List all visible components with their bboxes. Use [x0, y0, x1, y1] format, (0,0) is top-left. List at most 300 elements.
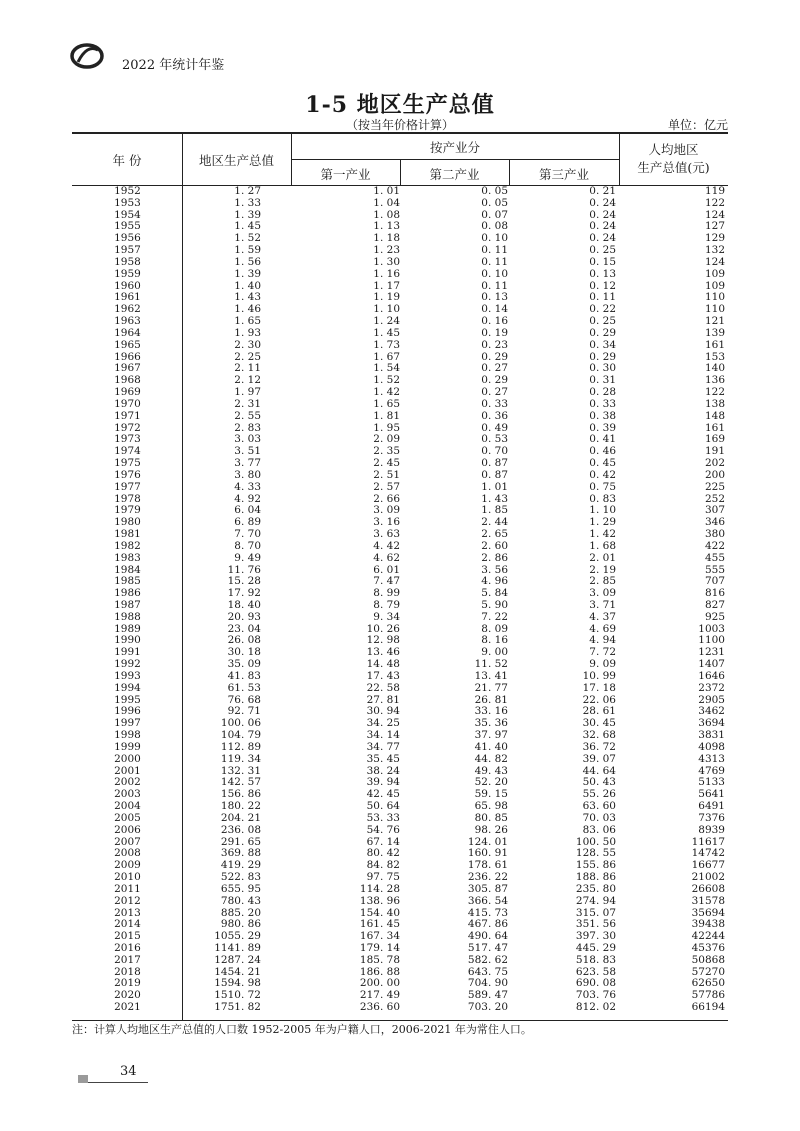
- table-cell: 169: [704, 433, 725, 446]
- table-row: [72, 328, 728, 340]
- table-cell: 1. 19: [373, 291, 400, 304]
- table-cell: 0. 11: [481, 255, 508, 268]
- table-cell: 41. 83: [227, 669, 261, 682]
- table-cell: 49. 43: [474, 764, 508, 777]
- table-cell: 124. 01: [467, 835, 508, 848]
- table-row: [72, 576, 728, 588]
- table-cell: 827: [704, 598, 725, 611]
- table-cell: 1. 65: [234, 315, 261, 328]
- table-cell: 2008: [114, 847, 141, 860]
- table-cell: 2905: [698, 693, 725, 706]
- table-cell: 30. 94: [366, 705, 400, 718]
- table-row: [72, 706, 728, 718]
- table-cell: 22. 58: [366, 681, 400, 694]
- table-cell: 1. 52: [234, 232, 261, 245]
- table-row: [72, 801, 728, 813]
- table-cell: 36. 72: [582, 740, 616, 753]
- table-cell: 57786: [691, 989, 725, 1002]
- table-cell: 1. 08: [373, 208, 400, 221]
- table-cell: 1959: [114, 267, 141, 280]
- table-row: [72, 221, 728, 233]
- table-cell: 2004: [114, 800, 141, 813]
- table-row: [72, 517, 728, 529]
- table-cell: 0. 49: [481, 421, 508, 434]
- table-cell: 9. 49: [234, 551, 261, 564]
- table-cell: 0. 07: [481, 208, 508, 221]
- table-cell: 0. 05: [481, 185, 508, 197]
- table-cell: 380: [704, 528, 725, 541]
- table-cell: 34. 14: [366, 729, 400, 742]
- table-cell: 200. 00: [359, 977, 400, 990]
- table-cell: 0. 19: [481, 326, 508, 339]
- table-cell: 1. 68: [589, 539, 616, 552]
- table-cell: 28. 61: [582, 705, 616, 718]
- col-header-primary: 第一产业: [320, 167, 371, 182]
- table-row: [72, 553, 728, 565]
- table-cell: 1995: [114, 693, 141, 706]
- table-cell: 1973: [114, 433, 141, 446]
- table-cell: 5. 90: [481, 598, 508, 611]
- table-cell: 274. 94: [575, 894, 616, 907]
- table-cell: 2. 19: [589, 563, 616, 576]
- table-cell: 4. 33: [234, 480, 261, 493]
- table-row: [72, 848, 728, 860]
- table-cell: 1969: [114, 386, 141, 399]
- table-cell: 17. 43: [366, 669, 400, 682]
- table-cell: 703. 76: [575, 989, 616, 1002]
- table-cell: 0. 29: [481, 374, 508, 387]
- table-cell: 121: [704, 315, 725, 328]
- table-cell: 1990: [114, 634, 141, 647]
- table-cell: 13. 41: [474, 669, 508, 682]
- table-row: [72, 683, 728, 695]
- table-cell: 8. 09: [481, 622, 508, 635]
- table-row: [72, 742, 728, 754]
- table-cell: 50868: [691, 953, 725, 966]
- table-cell: 1986: [114, 587, 141, 600]
- table-row: [72, 990, 728, 1002]
- table-cell: 6491: [698, 800, 725, 813]
- table-cell: 5133: [698, 776, 725, 789]
- table-cell: 50. 64: [366, 800, 400, 813]
- table-cell: 1141. 89: [214, 942, 261, 954]
- table-cell: 1974: [114, 445, 141, 458]
- table-row: [72, 659, 728, 671]
- table-cell: 3. 63: [373, 528, 400, 541]
- table-cell: 4. 69: [589, 622, 616, 635]
- table-cell: 2010: [114, 871, 141, 884]
- table-cell: 35. 09: [227, 658, 261, 671]
- table-cell: 1987: [114, 598, 141, 611]
- table-cell: 1. 30: [373, 255, 400, 268]
- col-header-by-industry: 按产业分: [429, 140, 480, 155]
- table-cell: 8. 70: [234, 539, 261, 552]
- table-cell: 2. 55: [234, 409, 261, 422]
- table-cell: 1287. 24: [214, 953, 261, 966]
- table-row: [72, 825, 728, 837]
- table-cell: 643. 75: [467, 965, 508, 978]
- table-cell: 0. 46: [589, 445, 616, 458]
- page-marker: [78, 1075, 88, 1083]
- table-cell: 0. 41: [589, 433, 616, 446]
- table-cell: 707: [704, 575, 725, 588]
- table-cell: 110: [704, 303, 725, 316]
- table-cell: 39. 94: [366, 776, 400, 789]
- table-cell: 1. 85: [481, 504, 508, 517]
- table-cell: 1996: [114, 705, 141, 718]
- table-cell: 6. 04: [234, 504, 261, 517]
- table-row: [72, 1002, 728, 1014]
- table-cell: 2017: [114, 953, 141, 966]
- table-cell: 119. 34: [220, 752, 261, 765]
- table-cell: 138. 96: [359, 894, 400, 907]
- table-cell: 582. 62: [467, 953, 508, 966]
- table-cell: 80. 42: [366, 847, 400, 860]
- table-cell: 140: [704, 362, 725, 375]
- table-cell: 1964: [114, 326, 141, 339]
- table-row: [72, 718, 728, 730]
- table-cell: 21. 77: [474, 681, 508, 694]
- table-cell: 1980: [114, 516, 141, 529]
- table-cell: 1. 52: [373, 374, 400, 387]
- table-cell: 98. 26: [474, 823, 508, 836]
- table-cell: 13. 46: [366, 646, 400, 659]
- table-cell: 1. 43: [481, 492, 508, 505]
- table-cell: 92. 71: [227, 705, 261, 718]
- table-cell: 0. 16: [481, 315, 508, 328]
- table-cell: 980. 86: [220, 918, 261, 931]
- table-cell: 1961: [114, 291, 141, 304]
- table-cell: 1. 42: [373, 386, 400, 399]
- table-cell: 100. 06: [220, 717, 261, 730]
- table-cell: 1. 10: [373, 303, 400, 316]
- table-cell: 3831: [698, 729, 725, 742]
- table-cell: 1999: [114, 740, 141, 753]
- table-cell: 0. 15: [589, 255, 616, 268]
- table-cell: 0. 38: [589, 409, 616, 422]
- table-cell: 4. 37: [589, 610, 616, 623]
- table-cell: 0. 29: [589, 350, 616, 363]
- table-row: [72, 624, 728, 636]
- table-cell: 34. 25: [366, 717, 400, 730]
- table-cell: 467. 86: [467, 918, 508, 931]
- page-number: 34: [120, 1064, 137, 1079]
- table-cell: 623. 58: [575, 965, 616, 978]
- table-cell: 63. 60: [582, 800, 616, 813]
- table-row: [72, 269, 728, 281]
- table-cell: 31578: [691, 894, 725, 907]
- table-cell: 185. 78: [359, 953, 400, 966]
- table-cell: 1. 18: [373, 232, 400, 245]
- table-row: [72, 257, 728, 269]
- table-cell: 3. 03: [234, 433, 261, 446]
- table-cell: 3. 56: [481, 563, 508, 576]
- table-cell: 2013: [114, 906, 141, 919]
- table-cell: 1997: [114, 717, 141, 730]
- table-cell: 1. 10: [589, 504, 616, 517]
- table-cell: 0. 30: [589, 362, 616, 375]
- table-cell: 1978: [114, 492, 141, 505]
- table-cell: 2. 30: [234, 338, 261, 351]
- table-cell: 2020: [114, 989, 141, 1002]
- table-row: [72, 730, 728, 742]
- table-cell: 3. 71: [589, 598, 616, 611]
- table-cell: 0. 29: [589, 326, 616, 339]
- table-cell: 34. 77: [366, 740, 400, 753]
- table-cell: 76. 68: [227, 693, 261, 706]
- table-cell: 1988: [114, 610, 141, 623]
- table-cell: 1. 04: [373, 196, 400, 209]
- table-cell: 1. 33: [234, 196, 261, 209]
- table-cell: 1. 39: [234, 267, 261, 280]
- table-cell: 1. 56: [234, 255, 261, 268]
- table-cell: 0. 25: [589, 315, 616, 328]
- table-cell: 22. 06: [582, 693, 616, 706]
- table-cell: 26. 08: [227, 634, 261, 647]
- table-cell: 307: [704, 504, 725, 517]
- table-cell: 346: [704, 516, 725, 529]
- table-row: [72, 363, 728, 375]
- table-cell: 65. 98: [474, 800, 508, 813]
- table-cell: 110: [704, 291, 725, 304]
- table-row: [72, 647, 728, 659]
- table-cell: 0. 36: [481, 409, 508, 422]
- table-cell: 179. 14: [359, 942, 400, 954]
- table-cell: 124: [704, 208, 725, 221]
- table-cell: 35694: [691, 906, 725, 919]
- table-cell: 9. 09: [589, 658, 616, 671]
- table-cell: 161. 45: [359, 918, 400, 931]
- table-cell: 1957: [114, 244, 141, 257]
- table-cell: 7. 22: [481, 610, 508, 623]
- table-cell: 104. 79: [220, 729, 261, 742]
- table-cell: 26. 81: [474, 693, 508, 706]
- table-cell: 5641: [698, 788, 725, 801]
- table-cell: 2. 51: [373, 468, 400, 481]
- table-cell: 10. 99: [582, 669, 616, 682]
- table-cell: 1982: [114, 539, 141, 552]
- table-cell: 202: [704, 457, 725, 470]
- table-cell: 236. 22: [467, 871, 508, 884]
- table-row: [72, 777, 728, 789]
- table-cell: 23. 04: [227, 622, 261, 635]
- table-cell: 59. 15: [474, 788, 508, 801]
- table-cell: 52. 20: [474, 776, 508, 789]
- table-row: [72, 411, 728, 423]
- table-cell: 204. 21: [220, 811, 261, 824]
- table-cell: 4. 96: [481, 575, 508, 588]
- table-cell: 415. 73: [467, 906, 508, 919]
- table-cell: 0. 53: [481, 433, 508, 446]
- table-cell: 1594. 98: [214, 977, 261, 990]
- table-row: [72, 635, 728, 647]
- table-cell: 1976: [114, 468, 141, 481]
- table-cell: 2011: [114, 882, 141, 895]
- table-cell: 0. 10: [481, 267, 508, 280]
- table-cell: 2007: [114, 835, 141, 848]
- table-cell: 1994: [114, 681, 141, 694]
- table-cell: 1. 29: [589, 516, 616, 529]
- table-cell: 178. 61: [467, 859, 508, 872]
- table-row: [72, 458, 728, 470]
- table-cell: 7. 72: [589, 646, 616, 659]
- table-cell: 2014: [114, 918, 141, 931]
- table-row: [72, 919, 728, 931]
- table-cell: 1. 59: [234, 244, 261, 257]
- table-cell: 1. 81: [373, 409, 400, 422]
- table-cell: 1. 65: [373, 397, 400, 410]
- table-cell: 1991: [114, 646, 141, 659]
- table-cell: 7. 70: [234, 528, 261, 541]
- table-cell: 1. 73: [373, 338, 400, 351]
- table-cell: 2019: [114, 977, 141, 990]
- table-cell: 3. 16: [373, 516, 400, 529]
- table-cell: 0. 75: [589, 480, 616, 493]
- table-row: [72, 908, 728, 920]
- table-cell: 1. 42: [589, 528, 616, 541]
- table-cell: 9. 34: [373, 610, 400, 623]
- table-cell: 703. 20: [467, 1001, 508, 1014]
- table-cell: 397. 30: [575, 930, 616, 943]
- table-cell: 6. 89: [234, 516, 261, 529]
- table-cell: 291. 65: [220, 835, 261, 848]
- table-cell: 0. 25: [589, 244, 616, 257]
- col-header-year: 年 份: [112, 153, 142, 168]
- table-cell: 1958: [114, 255, 141, 268]
- table-row: [72, 387, 728, 399]
- table-cell: 127: [704, 220, 725, 233]
- table-cell: 2. 66: [373, 492, 400, 505]
- table-cell: 54. 76: [366, 823, 400, 836]
- table-cell: 1963: [114, 315, 141, 328]
- table-cell: 0. 83: [589, 492, 616, 505]
- table-cell: 0. 24: [589, 220, 616, 233]
- footnote: 注：计算人均地区生产总值的人口数 1952-2005 年为户籍人口，2006-2021 年为常住人口。: [72, 1023, 532, 1036]
- table-row: [72, 434, 728, 446]
- table-cell: 8939: [698, 823, 725, 836]
- col-header-secondary: 第二产业: [429, 167, 480, 182]
- table-cell: 2009: [114, 859, 141, 872]
- table-row: [72, 304, 728, 316]
- table-cell: 161: [704, 421, 725, 434]
- table-cell: 10. 26: [366, 622, 400, 635]
- table-row: [72, 565, 728, 577]
- table-cell: 1. 97: [234, 386, 261, 399]
- table-cell: 32. 68: [582, 729, 616, 742]
- table-cell: 1. 16: [373, 267, 400, 280]
- table-cell: 0. 12: [589, 279, 616, 292]
- table-cell: 41. 40: [474, 740, 508, 753]
- table-cell: 1. 13: [373, 220, 400, 233]
- table-cell: 1646: [698, 669, 725, 682]
- table-cell: 1992: [114, 658, 141, 671]
- table-cell: 17. 18: [582, 681, 616, 694]
- table-cell: 1. 01: [481, 480, 508, 493]
- table-row: [72, 931, 728, 943]
- table-cell: 2. 44: [481, 516, 508, 529]
- table-cell: 555: [704, 563, 725, 576]
- table-row: [72, 754, 728, 766]
- table-cell: 132: [704, 244, 725, 257]
- table-cell: 129: [704, 232, 725, 245]
- table-cell: 55. 26: [582, 788, 616, 801]
- table-cell: 138: [704, 397, 725, 410]
- table-row: [72, 541, 728, 553]
- table-cell: 0. 24: [589, 232, 616, 245]
- table-cell: 37. 97: [474, 729, 508, 742]
- table-cell: 2. 60: [481, 539, 508, 552]
- table-cell: 139: [704, 326, 725, 339]
- table-cell: 2003: [114, 788, 141, 801]
- table-cell: 1956: [114, 232, 141, 245]
- table-cell: 2. 65: [481, 528, 508, 541]
- table-cell: 114. 28: [359, 882, 400, 895]
- table-row: [72, 281, 728, 293]
- table-cell: 1952: [114, 185, 141, 197]
- table-cell: 2. 12: [234, 374, 261, 387]
- table-cell: 225: [704, 480, 725, 493]
- table-cell: 589. 47: [467, 989, 508, 1002]
- table-cell: 2015: [114, 930, 141, 943]
- table-row: [72, 860, 728, 872]
- col-header-per-capita-line1: 人均地区: [648, 142, 699, 157]
- table-cell: 2021: [114, 1001, 141, 1014]
- table-cell: 12. 98: [366, 634, 400, 647]
- table-cell: 1231: [698, 646, 725, 659]
- table-cell: 2005: [114, 811, 141, 824]
- table-cell: 2012: [114, 894, 141, 907]
- table-cell: 167. 34: [359, 930, 400, 943]
- table-row: [72, 446, 728, 458]
- table-cell: 1. 93: [234, 326, 261, 339]
- table-cell: 0. 34: [589, 338, 616, 351]
- table-row: [72, 470, 728, 482]
- table-cell: 0. 13: [589, 267, 616, 280]
- table-row: [72, 245, 728, 257]
- table-cell: 57270: [691, 965, 725, 978]
- table-cell: 885. 20: [220, 906, 261, 919]
- table-cell: 186. 88: [359, 965, 400, 978]
- table-cell: 1998: [114, 729, 141, 742]
- table-cell: 490. 64: [467, 930, 508, 943]
- table-cell: 1971: [114, 409, 141, 422]
- table-cell: 30. 45: [582, 717, 616, 730]
- table-cell: 6. 01: [373, 563, 400, 576]
- table-cell: 200: [704, 468, 725, 481]
- table-row: [72, 505, 728, 517]
- table-cell: 517. 47: [467, 942, 508, 954]
- table-cell: 4313: [698, 752, 725, 765]
- table-cell: 39438: [691, 918, 725, 931]
- table-cell: 50. 43: [582, 776, 616, 789]
- table-cell: 44. 64: [582, 764, 616, 777]
- table-row: [72, 529, 728, 541]
- table-cell: 155. 86: [575, 859, 616, 872]
- table-cell: 1. 67: [373, 350, 400, 363]
- table-cell: 109: [704, 279, 725, 292]
- table-cell: 2000: [114, 752, 141, 765]
- table-cell: 1454. 21: [214, 965, 261, 978]
- table-cell: 8. 79: [373, 598, 400, 611]
- col-header-per-capita: [619, 141, 728, 177]
- table-cell: 8. 99: [373, 587, 400, 600]
- yearbook-header: 2022 年统计年鉴: [122, 58, 225, 73]
- table-cell: 1407: [698, 658, 725, 671]
- table-cell: 153: [704, 350, 725, 363]
- table-cell: 7. 47: [373, 575, 400, 588]
- table-cell: 70. 03: [582, 811, 616, 824]
- table-cell: 2. 09: [373, 433, 400, 446]
